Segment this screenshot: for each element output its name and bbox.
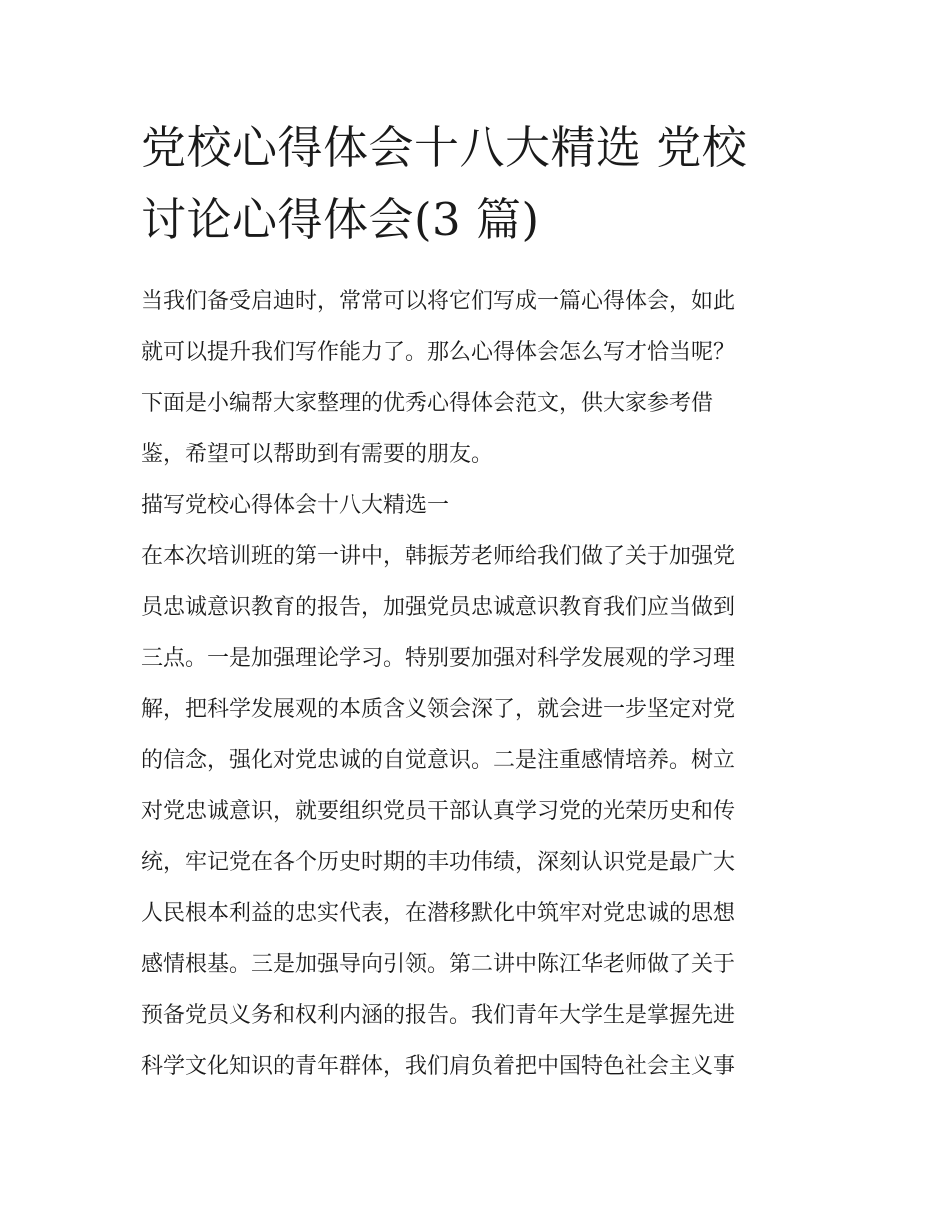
body-line: 人民根本利益的忠实代表，在潜移默化中筑牢对党忠诚的思想 xyxy=(141,901,736,926)
title-line: 党校心得体会十八大精选 党校 xyxy=(141,121,748,174)
title-line: 讨论心得体会(3 篇) xyxy=(141,193,540,246)
body-line: 统，牢记党在各个历史时期的丰功伟绩，深刻认识党是最广大 xyxy=(141,850,736,875)
body-paragraph xyxy=(141,531,813,1092)
body-line: 员忠诚意识教育的报告，加强党员忠诚意识教育我们应当做到 xyxy=(141,595,736,620)
body-line: 预备党员义务和权利内涵的报告。我们青年大学生是掌握先进 xyxy=(141,1003,736,1028)
body-line: 解，把科学发展观的本质含义领会深了，就会进一步坚定对党 xyxy=(141,697,736,722)
section-heading: 描写党校心得体会十八大精选一 xyxy=(141,493,450,518)
document-title xyxy=(141,112,813,256)
body-line: 在本次培训班的第一讲中，韩振芳老师给我们做了关于加强党 xyxy=(141,544,736,569)
body-line: 科学文化知识的青年群体，我们肩负着把中国特色社会主义事 xyxy=(141,1054,736,1079)
document-content xyxy=(141,112,813,1092)
intro-line: 下面是小编帮大家整理的优秀心得体会范文，供大家参考借 xyxy=(141,391,714,416)
intro-line: 就可以提升我们写作能力了。那么心得体会怎么写才恰当呢？ xyxy=(141,340,736,365)
body-line: 感情根基。三是加强导向引领。第二讲中陈江华老师做了关于 xyxy=(141,952,736,977)
body-line: 对党忠诚意识，就要组织党员干部认真学习党的光荣历史和传 xyxy=(141,799,736,824)
intro-paragraph xyxy=(141,276,813,480)
body-line: 三点。一是加强理论学习。特别要加强对科学发展观的学习理 xyxy=(141,646,736,671)
intro-line: 鉴，希望可以帮助到有需要的朋友。 xyxy=(141,442,494,467)
intro-line: 当我们备受启迪时，常常可以将它们写成一篇心得体会，如此 xyxy=(141,289,736,314)
body-line: 的信念，强化对党忠诚的自觉意识。二是注重感情培养。树立 xyxy=(141,748,736,773)
